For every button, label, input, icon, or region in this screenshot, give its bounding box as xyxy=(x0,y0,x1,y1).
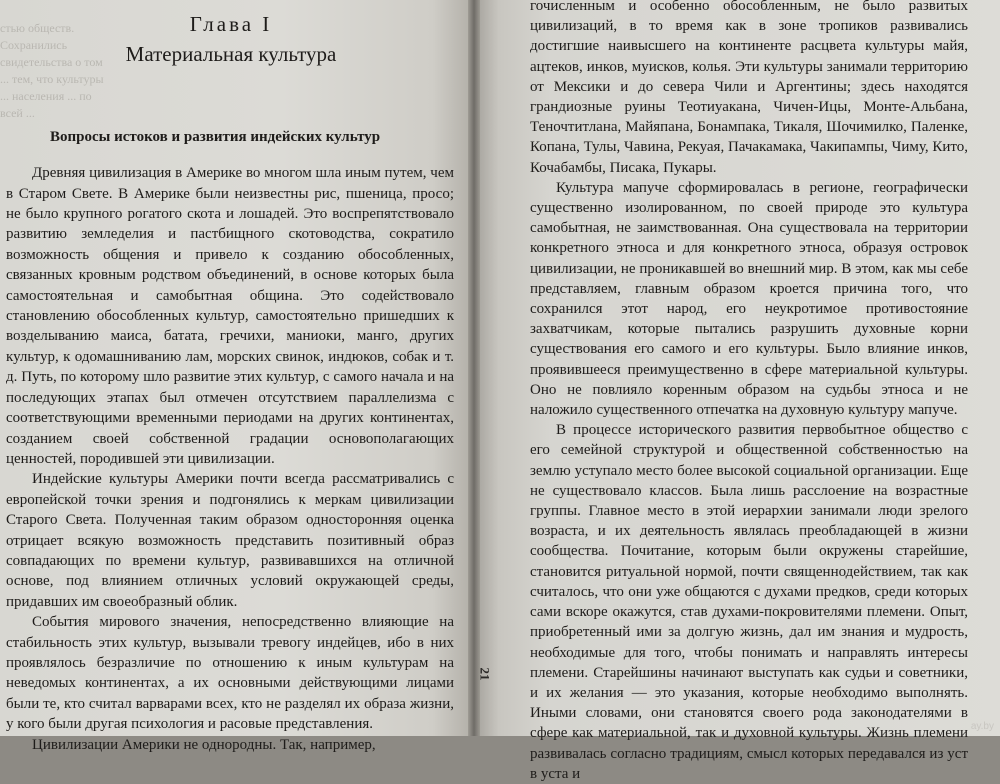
paragraph: Цивилизации Америки не однородны. Так, например, xyxy=(32,736,376,753)
paragraph: События мирового значения, непосредственно влияющие на стабильность этих культур, вызывали тревогу индейцев, ибо в них проявлялось безразличие по отношению к иным культурам на неведомых континентах, а их основными действующими лицами были те, кто считал варварами всех, кто не разделял их образа жизни, у кого были другая психология и расовые представления. xyxy=(6,614,454,733)
paragraph: Культура мапуче сформировалась в регионе, географически существенно изолированном, по своей природе это культура самобытная, не заимствованная. Она существовала на территории конкретного этноса и для конкретного этноса, образуя островок цивилизации, не проникавшей во внешний мир. В этом, как мы себе представляем, главным образом кроется причина того, что сохранился этот народ, его неукротимое противостояние захватчикам, которые пытались разрушить духовные корни существования его самого и его культуры. Было влияние инков, проявившееся преимущественно в сфере материальной культуры. Оно не повлияло коренным образом на судьбы этноса и не наложило существенного отпечатка на духовную культуру мапуче. xyxy=(530,179,968,419)
chapter-number: Глава I xyxy=(189,12,273,36)
paragraph: Древняя цивилизация в Америке во многом шла иным путем, чем в Старом Свете. В Америке были неизвестны рис, пшеница, просо; не было крупного рогатого скота и лошадей. Это воспрепятствовало развитию земледелия и пастбищного скотоводства, сократило возможность общения и привело к созданию обособленных, связанных кровным родством объединений, в основе которых была самостоятельная и самобытная община. Это содействовало становлению обособленных культур, самостоятельно пришедших к возделыванию маиса, батата, гречихи, маниоки, манго, других культур, к одомашниванию лам, морских свинок, индюков, собак и т. д. Путь, по которому шло развитие этих культур, с самого начала и на последующих этапах был отмечен отсутствием параллелизма с соответствующими временными периодами на других континентах, созданием своей собственной градации основополагающих ценностей, породившей эти цивилизации. xyxy=(6,165,454,467)
paragraph: гочисленным и особенно обособленным, не было развитых цивилизаций, в то время как в зоне тропиков развивались достигшие наивысшего на континенте расцвета культуры майя, ацтеков, инков, муисков, колья. Эти культуры занимали территорию от Мексики и до севера Чили и Аргентины; здесь находятся грандиозные руины Теотиуакана, Чичен-Ицы, Монте-Альбана, Теночтитлана, Майяпана, Бонампака, Тикаля, Шочимилко, Паленке, Копана, Тулы, Чавина, Рекуая, Пачакамака, Чакипампы, Чиму, Кито, Кочабамбы, Писака, Пукары. xyxy=(530,0,968,176)
section-heading: Вопросы истоков и развития индейских культур xyxy=(50,128,381,145)
bleed-through-text: стью обществ. Сохранились свидетельства о том ... тем, что культуры ... населения ... по всей ... xyxy=(0,21,104,120)
watermark: ay.by xyxy=(970,721,994,732)
book-gutter xyxy=(468,0,480,736)
page-number: 21 xyxy=(477,667,493,681)
chapter-title: Материальная культура xyxy=(125,42,337,67)
paragraph: Индейские культуры Америки почти всегда рассматривались с европейской точки зрения и подгонялись к меркам цивилизации Старого Света. Полученная таким образом односторонняя оценка отрицает всякую возможность представить позитивный образ совпадающих по времени культур, развивавшихся на отличной основе, под влиянием отличных условий окружающей среды, придавших им своеобразный облик. xyxy=(6,471,454,610)
left-page-content xyxy=(6,6,454,755)
paragraph: В процессе исторического развития первобытное общество с его семейной структурой и общественной собственностью на землю уступало место более высокой социальной организации. Еще не существовало классов. Была лишь расслоение на возрастные группы. Главное место в этой иерархии занимали люди зрелого возраста, и их деятельность являлась преобладающей в жизни сообщества. Почитание, которым были окружены старейшие, становится ритуальной нормой, почти священнодействием, так как считалось, что они уже общаются с духами предков, среди которых сами вскоре окажутся, став духами-покровителями племени. Опыт, приобретенный ими за долгую жизнь, дал им знания и мудрость, необходимые для того, чтобы понимать и направлять интересы племени. Старейшины начинают выступать как судьи и советники, и их желания — это указания, которые необходимо выполнять. Иными словами, они становятся своего рода законодателями в сфере как материальной, так и духовной культуры. Жизнь племени развивалась согласно традициям, смысл которых передавался из уст в уста и xyxy=(530,422,968,782)
right-page-content xyxy=(530,0,968,784)
